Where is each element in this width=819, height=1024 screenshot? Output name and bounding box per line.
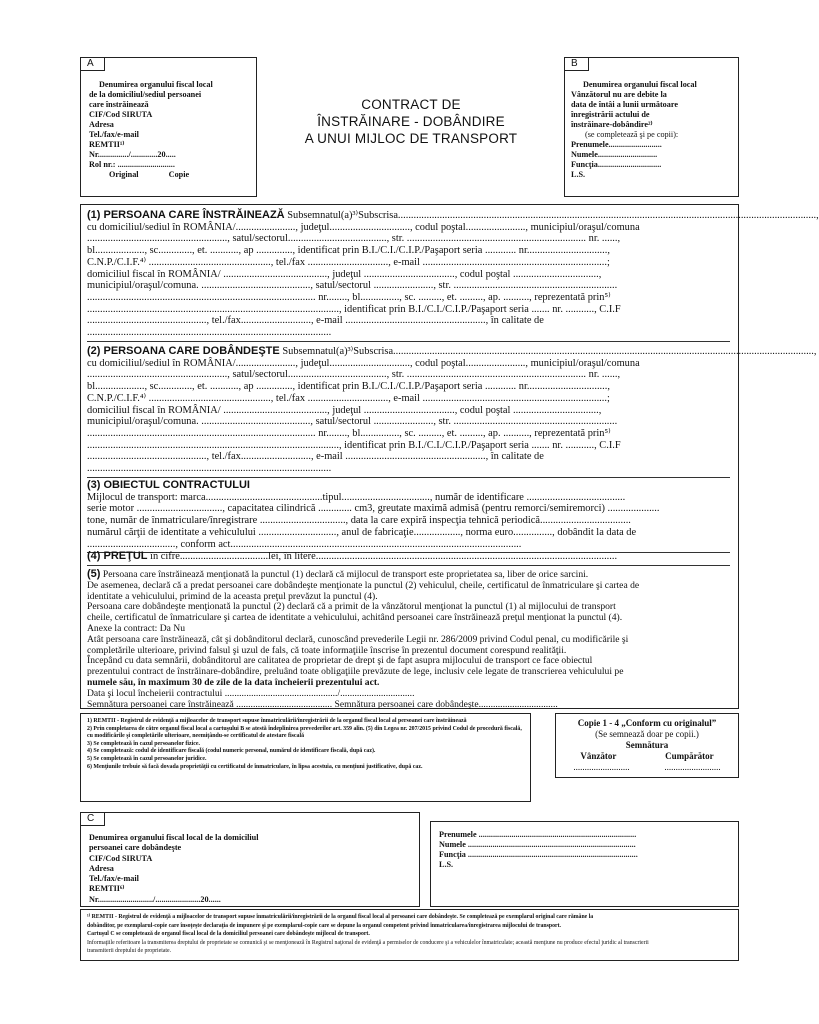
section-2-line: domiciliul fiscal în ROMÂNIA/ ........................................, judeţul ..................................., codul poştal ................................., (87, 404, 602, 416)
box-a-line: care înstrăinează (89, 100, 149, 109)
footnote: 3) Se completează în cazul persoanelor fizice. (87, 740, 200, 747)
section-2-line: ................................................................................................., identificat prin B.I./C.I./C.I.P./Paşaport seria ....... nr. ..........., C.I.F (87, 439, 621, 451)
section-3 (87, 480, 730, 553)
section-5-line: De asemenea, declară că a predat persoanei care dobândeşte menţionate la punctul (2) vehiculul, cheile, certificatul de înmatriculare şi cartea de (87, 579, 640, 591)
box-b-line: înstrăinare-dobândire²⁾ (571, 120, 653, 129)
section-1-line: cu domiciliul/sediul în ROMÂNIA/......................., judeţul..............................., codul poştal......................., municipiul/oraşul/comuna (87, 221, 640, 233)
box-b-line: data de întâi a lunii următoare (571, 100, 678, 109)
section-1-line: .............................................................................................. (87, 327, 332, 339)
copie-label: Copie (168, 170, 190, 179)
copy-box-subtitle: (Se semnează doar pe copii.) (595, 729, 699, 739)
seller-signature-field: ......................... (573, 762, 630, 772)
bottom-note-line: Informaţiile referitoare la transmiterea dreptului de proprietate se comunică şi se menţionează în Registrul naţional de evidenţă a permiselor de conducere şi a vehiculelor înmatriculate; această menţiune nu produce efectul juridic al transcrierii (87, 939, 649, 946)
section-2-line: cu domiciliul/sediul în ROMÂNIA/......................., judeţul..............................., codul poştal......................., municipiul/oraşul/comuna (87, 357, 640, 369)
section-5-line: numele său, în maximum 30 de zile de la data încheierii prezentului act. (87, 676, 380, 688)
section-2-line: Subsemnatul(a)³⁾Subscrisa.................................................................................................................................................................., (282, 346, 817, 357)
section-2-header: (2) PERSOANA CARE DOBÂNDEŞTE (87, 345, 280, 357)
seller-label: Vânzător (580, 751, 617, 761)
box-b-line: L.S. (571, 170, 586, 179)
box-a-line: Nr.............../.............20..... (89, 150, 176, 159)
section-2-line: ......................................................, satul/sectorul......................................, str. ..................................................................... nr. ......, (87, 369, 621, 381)
box-c-line: Tel./fax/e-mail (89, 874, 139, 884)
section-1-line: bl..................., sc............., et. ..........., ap .............., identificat prin B.I./C.I./C.I.P./Paşaport seria ............ nr..............................., (87, 245, 610, 257)
box-a-text (89, 80, 255, 180)
copy-box (555, 713, 739, 778)
section-3-header: (3) OBIECTUL CONTRACTULUI (87, 479, 250, 491)
section-2-line: ........................................................................................ nr........, bl..............., sc. ........., et. ........., ap. .........., reprezentată prin⁵⁾ (87, 427, 611, 439)
section-5-line: prezentului contract de înstrăinare-dobândire, preluând toate obligaţiile prevăzute de lege, inclusiv cele legate de transcrierea vehiculului pe (87, 666, 624, 678)
section-1-line: .............................................., tel./fax..........................., e-mail ......................................................, în calitate de (87, 315, 544, 327)
bottom-note-line: Cartuşul C se completează de organul fiscal local de la domiciliul persoanei care dobândeşte mijlocul de transport. (87, 931, 370, 938)
section-1-line: C.N.P./C.I.F.⁴⁾ ..............................................., tel./fax ..............................., e-mail .......................................................................; (87, 256, 610, 268)
section-5-line: Atât persoana care înstrăinează, cât şi dobânditorul declară, cunoscând prevederile Legii nr. 286/2009 privind Codul penal, cu modificările şi (87, 633, 629, 645)
box-d-line: Funcţia ................................................................................... (439, 850, 638, 859)
buyer-label: Cumpărător (665, 751, 714, 761)
footnote: 1) REMTII - Registrul de evidenţă a mijloacelor de transport supuse înmatriculării/înregistrării de la organul fiscal local al persoanei care înstrăinează (87, 718, 467, 724)
section-5-line: completările ulterioare, privind falsul şi uzul de fals, că toate informaţiile înscrise în prezentul document corespund realităţii. (87, 644, 567, 656)
section-5-line: Persoana care înstrăinează menţionată la punctul (1) declară că mijlocul de transport este proprietatea sa, liber de orice sarcini. (102, 569, 589, 580)
box-b-line: Numele............................. (571, 150, 658, 159)
box-a-line: Adresa (89, 120, 114, 129)
box-b-text (571, 80, 737, 180)
box-b-line: Vânzătorul nu are debite la (571, 90, 667, 99)
box-b (564, 57, 739, 197)
section-5-line: Data şi locul încheierii contractului .............................................../............................... (87, 687, 415, 699)
box-c-tag: C (80, 812, 105, 826)
footnote: 4) Se completează: codul de identificare fiscală (codul numeric personal, numărul de identificare fiscală, după caz). (87, 748, 376, 755)
section-2-line: municipiul/oraşul/comuna. .........................................., satul/sectorul ......................., str. ............................................................... (87, 416, 618, 428)
section-1 (87, 209, 819, 342)
section-5 (87, 569, 730, 710)
section-5-line: Persoana care dobândeşte menţionată la punctul (2) declară că a primit de la vânzătorul menţionat la punctul (1) al mijlocului de transport (87, 601, 616, 613)
section-2 (87, 345, 817, 478)
box-c-line: CIF/Cod SIRUTA (89, 853, 153, 863)
section-1-header: (1) PERSOANA CARE ÎNSTRĂINEAZĂ (87, 209, 285, 221)
bottom-note-line: transmiterii dreptului de proprietate. (87, 948, 172, 955)
box-a-line: Rol nr.: ............................ (89, 160, 175, 169)
box-c-line: persoanei care dobândeşte (89, 843, 182, 853)
bottom-note (80, 909, 739, 961)
section-4-text: în cifre..................................lei, în litere.................................................................................................................... (150, 551, 618, 562)
section-1-line: ................................................................................................., identificat prin B.I./C.I./C.I.P./Paşaport seria ....... nr. ..........., C.I.F (87, 303, 621, 315)
title-line-3: A UNUI MIJLOC DE TRANSPORT (304, 131, 518, 146)
box-b-line: Prenumele.......................... (571, 140, 662, 149)
original-label: Original (109, 170, 139, 179)
section-3-line: serie motor ................................., capacitatea cilindrică ............. cm3, greutate maximă admisă (pentru remorci/semiremorci) .................... (87, 503, 660, 515)
section-1-line: ......................................................, satul/sectorul......................................, str. ..................................................................... nr. ......, (87, 233, 621, 245)
box-d-line: L.S. (439, 860, 454, 869)
section-5-line: Anexe la contract: Da Nu (87, 622, 186, 634)
copy-box-title: Copie 1 - 4 „Conform cu originalul” (577, 718, 717, 728)
copy-box-signature: Semnătura (625, 740, 669, 750)
section-5-line: Semnătura persoanei care înstrăinează ........................................ Semnătura persoanei care dobândeşte................................. (87, 698, 558, 710)
box-c-line: Adresa (89, 863, 114, 873)
bottom-note-line: dobânditor, pe exemplarul-copie care însoţeşte declaraţia de impunere şi pe exemplarul-copie care se depune la organul competent privind înmatricularea/înregistrarea mijlocului de transport. (87, 922, 561, 929)
section-1-line: domiciliul fiscal în ROMÂNIA/ ........................................, judeţul ..................................., codul poştal ................................., (87, 268, 602, 280)
box-d (430, 821, 739, 907)
box-c (80, 812, 420, 907)
section-5-line: cheile, certificatul de înmatriculare şi cartea de identitate a vehiculului, achitând persoanei care înstrăinează preţul menţionat la punctul (4). (87, 612, 623, 624)
title-line-1: CONTRACT DE (361, 97, 461, 112)
box-a-tag: A (80, 57, 105, 71)
box-b-tag: B (564, 57, 589, 71)
section-5-line: Începând cu data semnării, dobânditorul are calitatea de proprietar de drept şi de fapt asupra mijlocului de transport ce face obiectul (87, 655, 593, 667)
section-4 (87, 551, 730, 566)
section-2-line: .............................................., tel./fax..........................., e-mail ......................................................, în calitate de (87, 451, 544, 463)
box-b-line: Funcţia............................... (571, 160, 662, 169)
box-c-line: REMTII⁶⁾ (89, 884, 125, 894)
box-c-line: Nr.........................../......................20...... (89, 894, 221, 904)
box-a-line: REMTII¹⁾ (89, 140, 125, 149)
footnotes-box (80, 713, 531, 802)
section-3-line: tone, număr de înmatriculare/înregistrare ................................., data la care expiră inspecţia tehnică periodică................................... (87, 515, 631, 527)
box-a-line: de la domiciliul/sediul persoanei (89, 90, 202, 99)
section-3-line: .................................., conform act................................................................................................................ (87, 538, 522, 550)
box-a-line: Denumirea organului fiscal local (99, 80, 213, 89)
footnote: 2) Prin completarea de către organul fiscal local a cartuşului B se atestă îndeplinirea prevederilor art. 359 alin. (5) din Legea nr. 207/2015 privind Codul de procedură fiscală, cu modificările şi completările ulterioare, neemiţându-se certificatul de atestare fiscală (87, 725, 522, 740)
bottom-note-line: ¹⁾ REMTII - Registrul de evidenţă a mijloacelor de transport supuse înmatriculării/înregistrării de la organul fiscal local al persoanei care dobândeşte. Se completează pe exemplarul original care rămâne la (87, 914, 594, 920)
section-divider (87, 341, 730, 342)
footnote: 5) Se completează în cazul persoanelor juridice. (87, 755, 207, 762)
section-3-line: Mijlocul de transport: marca.............................................tipul.................................., număr de identificare ...................................... (87, 491, 626, 503)
box-d-line: Prenumele ............................................................................. (439, 830, 637, 839)
box-a-line: CIF/Cod SIRUTA (89, 110, 153, 119)
contract-title (262, 96, 560, 147)
section-1-line: Subsemnatul(a)³⁾Subscrisa................................................................................................................................................................., (287, 210, 819, 221)
section-3-line: numărul cărţii de identitate a vehiculului .............................., anul de fabricaţie.................., norma euro..............., dobândit la data de (87, 526, 637, 538)
footnote: 6) Menţiunile trebuie să facă dovada proprietăţii cu certificatul de înmatriculare, în lipsa acestuia, cu mențiuni justificative, după caz. (87, 763, 423, 770)
box-d-line: Numele .................................................................................. (439, 840, 636, 849)
section-4-header: (4) PREŢUL (87, 550, 148, 562)
section-5-header: (5) (87, 568, 101, 580)
box-b-line: înregistrării actului de (571, 110, 650, 119)
box-b-line: (se completează şi pe copii): (585, 130, 679, 139)
section-2-line: .............................................................................................. (87, 463, 332, 475)
box-a (80, 57, 257, 197)
section-2-line: bl..................., sc............., et. ..........., ap .............., identificat prin B.I./C.I./C.I.P./Paşaport seria ............ nr..............................., (87, 381, 610, 393)
box-c-line: Denumirea organului fiscal local de la domiciliul (89, 833, 259, 842)
section-divider (87, 477, 730, 478)
section-2-line: C.N.P./C.I.F.⁴⁾ ..............................................., tel./fax ..............................., e-mail .......................................................................; (87, 392, 610, 404)
buyer-signature-field: ......................... (664, 762, 721, 772)
box-a-line: Tel./fax/e-mail (89, 130, 139, 139)
section-divider (87, 565, 730, 566)
section-1-line: ........................................................................................ nr........, bl..............., sc. ........., et. ........., ap. .........., reprezentată prin⁵⁾ (87, 291, 611, 303)
section-5-line: identitate a vehiculului, primind de la aceasta preţul prevăzut la punctul (4). (87, 590, 378, 602)
title-line-2: ÎNSTRĂINARE - DOBÂNDIRE (317, 114, 505, 129)
section-1-line: municipiul/oraşul/comuna. .........................................., satul/sectorul ......................., str. ............................................................... (87, 280, 618, 292)
box-b-line: Denumirea organului fiscal local (583, 80, 697, 89)
